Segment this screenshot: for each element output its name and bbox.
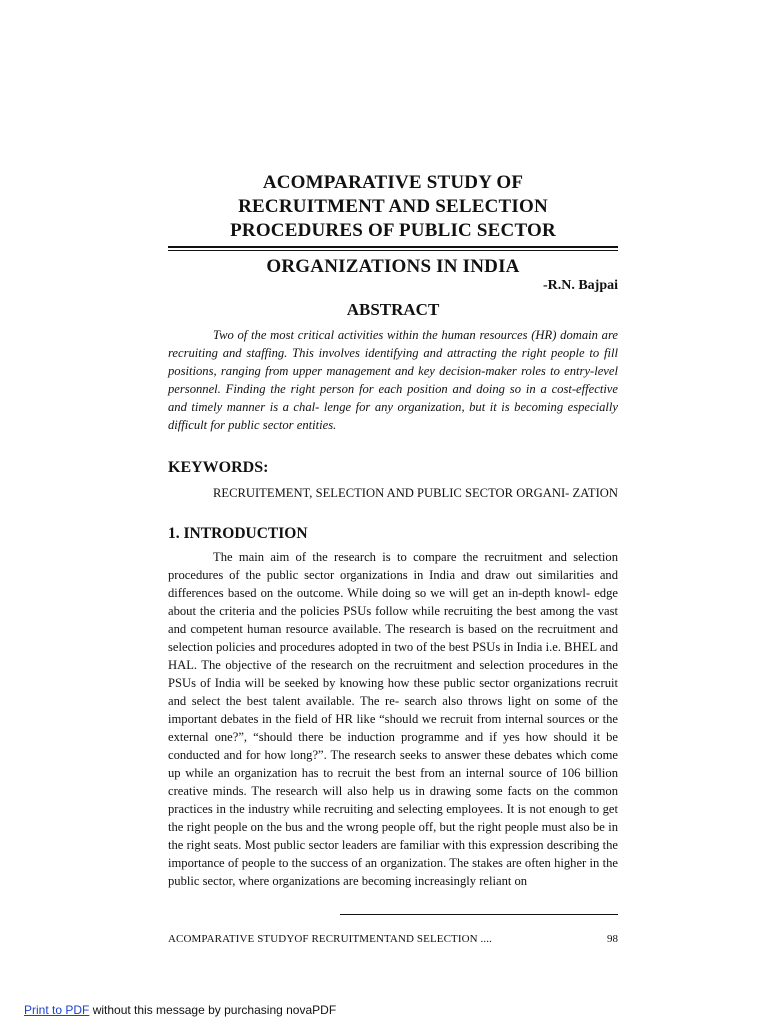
page-number: 98	[607, 933, 618, 945]
abstract-heading: ABSTRACT	[346, 300, 440, 319]
title-divider-thick	[168, 246, 618, 248]
footer-divider	[340, 914, 618, 915]
title-line-1: ACOMPARATIVE STUDY OF	[262, 172, 524, 193]
banner-message: without this message by purchasing novaPDF	[89, 1003, 337, 1017]
title-line-2: RECRUITMENT AND SELECTION	[238, 196, 548, 217]
print-to-pdf-link[interactable]: Print to PDF	[24, 1003, 90, 1017]
keywords-text: RECRUITEMENT, SELECTION AND PUBLIC SECTOR ORGANI- ZATION	[213, 486, 618, 500]
author-name: -R.N. Bajpai	[542, 278, 618, 293]
title-line-3: PROCEDURES OF PUBLIC SECTOR	[230, 220, 556, 241]
running-footer: ACOMPARATIVE STUDYOF RECRUITMENTAND SELECTION ....	[168, 933, 492, 945]
introduction-heading: 1. INTRODUCTION	[168, 525, 308, 542]
title-divider-thin	[168, 250, 618, 251]
keywords-heading: KEYWORDS:	[168, 459, 269, 476]
abstract-text: Two of the most critical activities within the human resources (HR) domain are recruiting and staffing. This involves identifying and attracting the right people to fill positions, ranging from upper management and key decision-maker roles to entry-level personnel. Finding the right person for each position and doing so in a cost-effective and timely manner is a chal- lenge for any organization, but it is becoming especially difficult for public sector entities.	[168, 328, 618, 432]
paper-subtitle: ORGANIZATIONS IN INDIA	[266, 256, 520, 277]
introduction-text: The main aim of the research is to compare the recruitment and selection procedures of the public sector organizations in India and draw out similarities and differences based on the outcome. While doing so we will get an in-depth knowl- edge about the criteria and the policies PSUs follow while recruiting the best among the vast and competent human resource available. The research is based on the recruitment and selection policies and procedures adopted in two of the best PSUs in India i.e. BHEL and HAL. The objective of the research on the recruitment and selection procedures in the PSUs of India will be seeked by knowing how these public sector organizations recruit and select the best talent available. The re- search also throws light on some of the important debates in the field of HR like “should we recruit from internal sources or the external one?”, “should there be induction programme and if yes how should it be conducted and for how long?”. The research seeks to answer these debates which come up while an organization has to recruit the best from an internal source of 106 billion creative minds. The research will also help us in drawing some facts on the common practices in the industry while recruiting and selecting employees. It is not enough to get the right people on the bus and the wrong people off, but the right people must also be in the right seats. Most public sector leaders are familiar with this expression describing the importance of people to the success of an organization. The stakes are often higher in the public sector, where organizations are becoming increasingly reliant on	[168, 550, 618, 888]
pdf-watermark-banner	[24, 1003, 336, 1017]
